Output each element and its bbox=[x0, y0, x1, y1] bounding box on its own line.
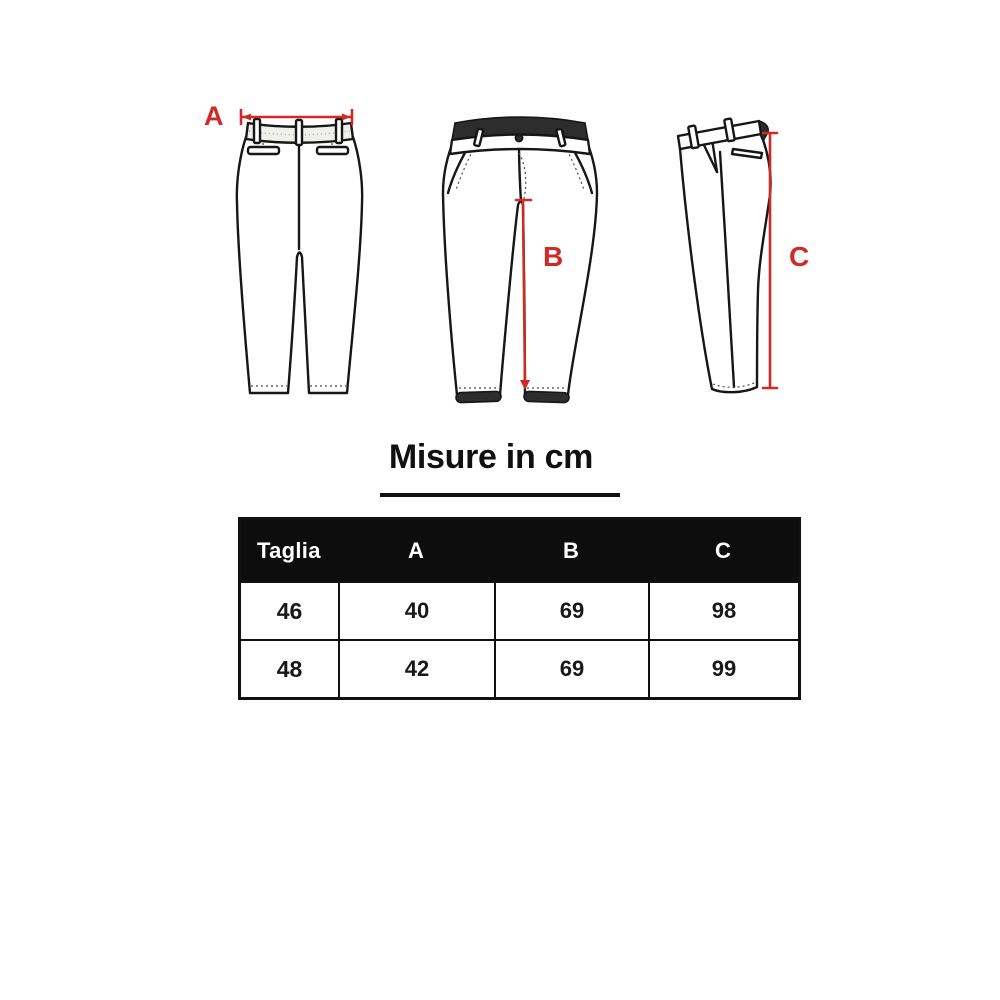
measure-cell-a: 40 bbox=[338, 583, 494, 639]
belt-loop bbox=[254, 119, 260, 143]
hem-right bbox=[524, 391, 569, 403]
column-header-a: A bbox=[408, 537, 424, 563]
column-header-taglia: Taglia bbox=[257, 537, 321, 563]
size-cell: 46 bbox=[276, 597, 303, 624]
size-table bbox=[238, 517, 801, 700]
waist-button bbox=[515, 134, 522, 141]
pants-back-body bbox=[237, 119, 362, 393]
pants-side-body bbox=[678, 118, 771, 392]
measure-cell-b: 69 bbox=[494, 583, 648, 639]
size-chart-title: Misure in cm bbox=[388, 438, 594, 476]
size-table-row bbox=[241, 581, 798, 639]
measure-label-b: B bbox=[543, 241, 564, 272]
pants-back-view-drawing bbox=[218, 95, 368, 405]
measure-cell-a: 42 bbox=[338, 641, 494, 697]
column-header-b: B bbox=[563, 537, 579, 563]
size-cell: 48 bbox=[276, 655, 303, 682]
measure-cell-c: 98 bbox=[648, 583, 798, 639]
size-table-row bbox=[241, 639, 798, 697]
back-pocket-right bbox=[317, 147, 348, 154]
column-header-c: C bbox=[715, 537, 731, 563]
hem-left bbox=[456, 391, 501, 403]
belt-loop bbox=[296, 120, 302, 145]
measure-cell-b: 69 bbox=[494, 641, 648, 697]
title-underline bbox=[380, 493, 620, 497]
back-pocket-left bbox=[248, 147, 279, 154]
measure-label-c: C bbox=[789, 241, 810, 272]
belt-loop bbox=[336, 119, 342, 143]
pants-front-body bbox=[443, 117, 597, 403]
size-table-header-row bbox=[241, 520, 798, 581]
pants-front-view-drawing bbox=[435, 105, 605, 410]
measure-label-a: A bbox=[204, 101, 224, 131]
measure-cell-c: 99 bbox=[648, 641, 798, 697]
